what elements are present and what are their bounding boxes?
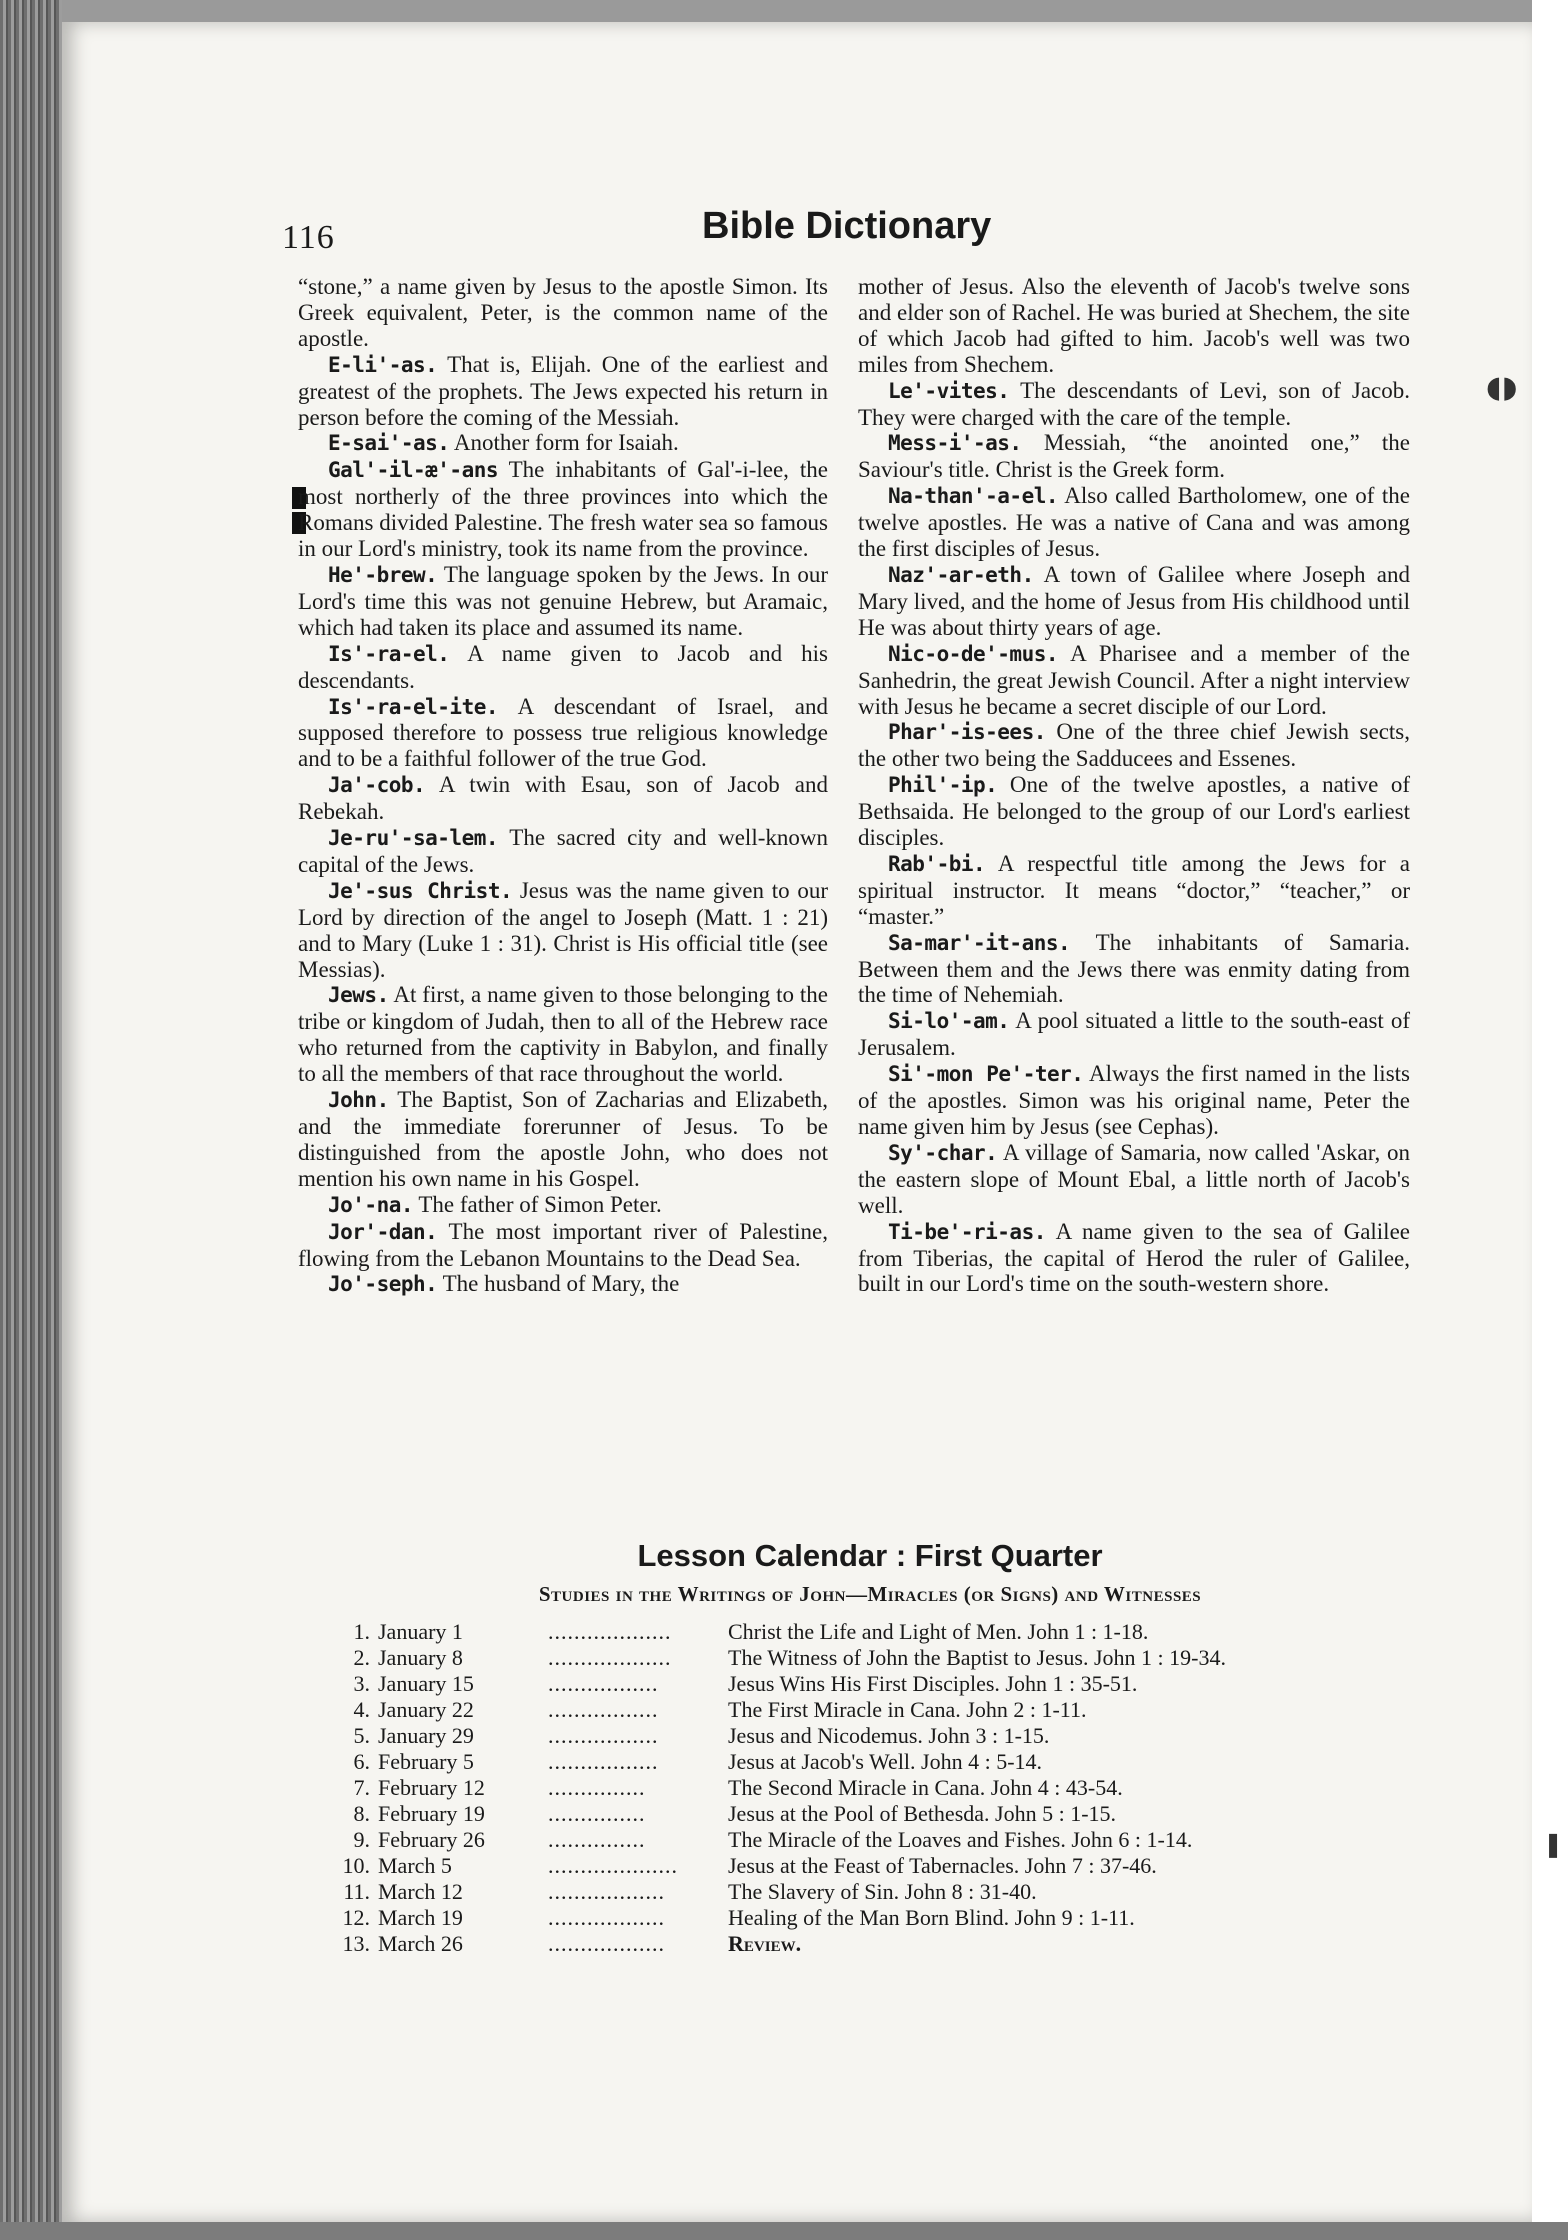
dictionary-entry bbox=[858, 562, 1410, 641]
lesson-date: January 22 bbox=[378, 1697, 474, 1722]
leader-dots: .................... bbox=[548, 1853, 678, 1878]
entry-headword: John. bbox=[328, 1088, 389, 1113]
calendar-row bbox=[330, 1801, 1410, 1827]
calendar-row bbox=[330, 1697, 1410, 1723]
lesson-date: March 12 bbox=[378, 1879, 463, 1904]
leader-dots: ................... bbox=[548, 1645, 672, 1670]
entry-definition: The most important river of Palestine, flowing from the Lebanon Mountains to the Dead Sea. bbox=[298, 1218, 828, 1271]
lesson-title: Jesus and Nicodemus. John 3 : 1-15. bbox=[728, 1723, 1050, 1748]
entry-headword: Jo'-seph. bbox=[328, 1272, 438, 1297]
entry-headword: Na-than'-a-el. bbox=[888, 484, 1059, 509]
calendar-subtitle: Studies in the Writings of John—Miracles (or Signs) and Witnesses bbox=[538, 1582, 1202, 1606]
lesson-date: January 8 bbox=[378, 1645, 463, 1670]
calendar-row bbox=[330, 1619, 1410, 1645]
entry-definition: Messiah, “the anointed one,” the Saviour's title. Christ is the Greek form. bbox=[858, 430, 1410, 483]
dictionary-entry bbox=[858, 851, 1410, 930]
entry-definition: The Baptist, Son of Zacharias and Elizabeth, and the immediate forerunner of Jesus. To be distinguished from the apostle John, who does not mention his own name in his Gospel. bbox=[298, 1087, 828, 1191]
dictionary-entry bbox=[858, 378, 1410, 431]
lesson-title: Healing of the Man Born Blind. John 9 : 1-11. bbox=[728, 1905, 1135, 1930]
lesson-title: Christ the Life and Light of Men. John 1 : 1-18. bbox=[728, 1619, 1149, 1644]
calendar-lessons bbox=[330, 1619, 1410, 1957]
lesson-date: January 15 bbox=[378, 1671, 474, 1696]
entry-definition: At first, a name given to those belonging to the tribe or kingdom of Judah, then to all of the Hebrew race who returned from the captivity in Babylon, and finally to all the members of that race throughout the world. bbox=[298, 982, 828, 1087]
entry-headword: Jo'-na. bbox=[328, 1192, 414, 1217]
dictionary-entry bbox=[298, 1087, 828, 1192]
entry-headword: Sy'-char. bbox=[888, 1140, 998, 1165]
leader-dots: ................... bbox=[548, 1619, 672, 1644]
entry-headword: Nic-o-de'-mus. bbox=[888, 641, 1059, 666]
lesson-number: 1. bbox=[353, 1619, 370, 1644]
lesson-number: 11. bbox=[343, 1879, 370, 1904]
entry-headword: Is'-ra-el. bbox=[328, 641, 450, 666]
dictionary-entry bbox=[298, 457, 828, 562]
leader-dots: ............... bbox=[548, 1775, 646, 1800]
calendar-row bbox=[330, 1749, 1410, 1775]
leader-dots: ................. bbox=[548, 1697, 659, 1722]
leader-dots: ................. bbox=[548, 1749, 659, 1774]
entry-definition: A descendant of Israel, and supposed therefore to possess true religious knowledge and to be a faithful follower of the true God. bbox=[298, 693, 828, 772]
entry-definition: A twin with Esau, son of Jacob and Rebekah. bbox=[298, 772, 828, 825]
lesson-number: 10. bbox=[342, 1853, 370, 1878]
entry-headword: Ja'-cob. bbox=[328, 773, 426, 798]
dictionary-entry bbox=[298, 825, 828, 878]
lesson-title: Review. bbox=[728, 1931, 802, 1956]
entry-headword: Naz'-ar-eth. bbox=[888, 562, 1034, 587]
entry-definition: That is, Elijah. One of the earliest and greatest of the prophets. The Jews expected his return in person before the coming of the Messiah. bbox=[298, 351, 828, 430]
book-spine-edge bbox=[0, 0, 62, 2240]
lesson-number: 9. bbox=[353, 1827, 370, 1852]
scan-edge-bottom bbox=[0, 2222, 1568, 2240]
calendar-row bbox=[330, 1853, 1410, 1879]
lesson-title: Jesus at Jacob's Well. John 4 : 5-14. bbox=[728, 1749, 1043, 1774]
lesson-date: March 5 bbox=[378, 1853, 452, 1878]
lesson-number: 8. bbox=[353, 1801, 370, 1826]
entry-definition: The father of Simon Peter. bbox=[413, 1191, 662, 1217]
entry-headword: E-sai'-as. bbox=[328, 431, 450, 456]
entry-definition: One of the three chief Jewish sects, the other two being the Sadducees and Essenes. bbox=[858, 719, 1410, 772]
lesson-date: February 26 bbox=[378, 1827, 485, 1852]
entry-headword: E-li'-as. bbox=[328, 352, 438, 377]
lesson-title: Jesus at the Feast of Tabernacles. John 7 : 37-46. bbox=[728, 1853, 1157, 1878]
entry-headword: Mess-i'-as. bbox=[888, 431, 1022, 456]
dictionary-column-right bbox=[858, 274, 1410, 1297]
lesson-date: March 26 bbox=[378, 1931, 463, 1956]
leader-dots: .................. bbox=[548, 1931, 665, 1956]
entry-headword: Jews. bbox=[328, 983, 389, 1008]
dictionary-entry bbox=[858, 1008, 1410, 1061]
lesson-number: 2. bbox=[353, 1645, 370, 1670]
entry-definition: The inhabitants of Gal'-i-lee, the most northerly of the three provinces into which the Romans divided Palestine. The fresh water sea so famous in our Lord's ministry, took its name from the province. bbox=[298, 457, 828, 562]
entry-definition: A name given to the sea of Galilee from Tiberias, the capital of Herod the ruler of Galilee, built in our Lord's time on the south-western shore. bbox=[858, 1218, 1410, 1297]
dictionary-entry bbox=[858, 930, 1410, 1009]
entry-definition: Also called Bartholomew, one of the twelve apostles. He was a native of Cana and was among the first disciples of Jesus. bbox=[858, 483, 1410, 562]
leader-dots: ................. bbox=[548, 1671, 659, 1696]
lesson-calendar bbox=[330, 1538, 1410, 1957]
entry-definition: A Pharisee and a member of the Sanhedrin, the great Jewish Council. After a night interview with Jesus he became a secret disciple of our Lord. bbox=[858, 640, 1410, 719]
entry-headword: Gal'-il-æ'-ans bbox=[328, 458, 499, 483]
entry-headword: Phil'-ip. bbox=[888, 773, 998, 798]
leader-dots: ................. bbox=[548, 1723, 659, 1748]
entry-headword: Rab'-bi. bbox=[888, 851, 986, 876]
lesson-date: February 12 bbox=[378, 1775, 485, 1800]
calendar-row bbox=[330, 1931, 1410, 1957]
dictionary-entry bbox=[298, 694, 828, 773]
dictionary-entry bbox=[298, 352, 828, 431]
entry-definition: A name given to Jacob and his descendants. bbox=[298, 640, 828, 693]
entry-headword: Si'-mon Pe'-ter. bbox=[888, 1062, 1084, 1087]
entry-headword: Ti-be'-ri-as. bbox=[888, 1219, 1046, 1244]
dictionary-entry bbox=[858, 483, 1410, 562]
entry-definition: One of the twelve apostles, a native of Bethsaida. He belonged to the group of our Lord's earliest disciples. bbox=[858, 772, 1410, 851]
lesson-number: 4. bbox=[353, 1697, 370, 1722]
dictionary-entry bbox=[298, 1271, 828, 1298]
dictionary-entry bbox=[298, 772, 828, 825]
lesson-title: The Witness of John the Baptist to Jesus. John 1 : 19-34. bbox=[728, 1645, 1226, 1670]
leader-dots: ............... bbox=[548, 1801, 646, 1826]
dictionary-entry bbox=[298, 562, 828, 641]
dictionary-entry bbox=[298, 274, 828, 352]
dictionary-entry bbox=[298, 1192, 828, 1219]
entry-headword: Si-lo'-am. bbox=[888, 1009, 1010, 1034]
entry-headword: He'-brew. bbox=[328, 562, 438, 587]
entry-headword: Le'-vites. bbox=[888, 378, 1010, 403]
entry-headword: Je-ru'-sa-lem. bbox=[328, 826, 499, 851]
calendar-row bbox=[330, 1775, 1410, 1801]
dictionary-column-left bbox=[298, 274, 828, 1298]
margin-smudge-icon: ◖◗ bbox=[1486, 370, 1518, 405]
lesson-number: 13. bbox=[342, 1931, 370, 1956]
entry-definition: mother of Jesus. Also the eleventh of Jacob's twelve sons and elder son of Rachel. He was buried at Shechem, the site of which Jacob had gifted to him. Jacob's well was two miles from Shechem. bbox=[858, 274, 1410, 377]
dictionary-entry bbox=[298, 878, 828, 983]
entry-definition: The language spoken by the Jews. In our Lord's time this was not genuine Hebrew, but Aramaic, which had taken its place and assumed its name. bbox=[298, 561, 828, 640]
scan-edge-right bbox=[1532, 0, 1568, 2240]
page-number: 116 bbox=[282, 219, 335, 256]
calendar-row bbox=[330, 1671, 1410, 1697]
dictionary-entry bbox=[858, 719, 1410, 772]
entry-definition: The descendants of Levi, son of Jacob. They were charged with the care of the temple. bbox=[858, 377, 1410, 430]
dictionary-entry bbox=[858, 641, 1410, 720]
lesson-date: January 1 bbox=[378, 1619, 463, 1644]
entry-definition: The husband of Mary, the bbox=[437, 1271, 680, 1297]
running-title: Bible Dictionary bbox=[702, 205, 992, 247]
scan-edge-top bbox=[0, 0, 1568, 22]
dictionary-entry bbox=[298, 982, 828, 1087]
entry-definition: The sacred city and well-known capital of the Jews. bbox=[298, 825, 828, 877]
lesson-date: January 29 bbox=[378, 1723, 474, 1748]
lesson-title: The Slavery of Sin. John 8 : 31-40. bbox=[728, 1879, 1037, 1904]
lesson-title: Jesus Wins His First Disciples. John 1 : 35-51. bbox=[728, 1671, 1138, 1696]
entry-definition: A respectful title among the Jews for a spiritual instructor. It means “doctor,” “teacher,” or “master.” bbox=[858, 850, 1410, 929]
entry-definition: Always the first named in the lists of the apostles. Simon was his original name, Peter the name given him by Jesus (see Cephas). bbox=[858, 1061, 1410, 1139]
entry-headword: Jor'-dan. bbox=[328, 1219, 438, 1244]
calendar-row bbox=[330, 1905, 1410, 1931]
entry-definition: A town of Galilee where Joseph and Mary lived, and the home of Jesus from His childhood until He was about thirty years of age. bbox=[858, 561, 1410, 640]
lesson-number: 3. bbox=[353, 1671, 370, 1696]
leader-dots: .................. bbox=[548, 1905, 665, 1930]
lesson-number: 12. bbox=[342, 1905, 370, 1930]
lesson-number: 6. bbox=[353, 1749, 370, 1774]
lesson-title: Jesus at the Pool of Bethesda. John 5 : 1-15. bbox=[728, 1801, 1117, 1826]
entry-headword: Sa-mar'-it-ans. bbox=[888, 930, 1071, 955]
entry-definition: The inhabitants of Samaria. Between them and the Jews there was enmity dating from the time of Nehemiah. bbox=[858, 929, 1410, 1008]
lesson-title: The First Miracle in Cana. John 2 : 1-11. bbox=[728, 1697, 1087, 1722]
dictionary-entry bbox=[858, 1219, 1410, 1298]
lesson-number: 7. bbox=[353, 1775, 370, 1800]
margin-smudge-icon: ❚ bbox=[1543, 1830, 1564, 1858]
dictionary-entry bbox=[858, 274, 1410, 378]
calendar-row bbox=[330, 1645, 1410, 1671]
lesson-number: 5. bbox=[353, 1723, 370, 1748]
dictionary-entry bbox=[858, 1140, 1410, 1219]
dictionary-entry bbox=[858, 430, 1410, 483]
entry-definition: A village of Samaria, now called 'Askar, on the eastern slope of Mount Ebal, a little north of Jacob's well. bbox=[858, 1139, 1410, 1218]
dictionary-entry bbox=[298, 1219, 828, 1272]
entry-definition: “stone,” a name given by Jesus to the apostle Simon. Its Greek equivalent, Peter, is the common name of the apostle. bbox=[298, 274, 828, 351]
entry-definition: A pool situated a little to the south-east of Jerusalem. bbox=[858, 1008, 1410, 1061]
entry-headword: Je'-sus Christ. bbox=[328, 878, 513, 903]
lesson-title: The Miracle of the Loaves and Fishes. John 6 : 1-14. bbox=[728, 1827, 1193, 1852]
lesson-date: February 19 bbox=[378, 1801, 485, 1826]
dictionary-entry bbox=[858, 1061, 1410, 1140]
dictionary-entry bbox=[298, 430, 828, 457]
leader-dots: ............... bbox=[548, 1827, 646, 1852]
dictionary-entry bbox=[858, 772, 1410, 851]
entry-headword: Phar'-is-ees. bbox=[888, 720, 1046, 745]
lesson-date: February 5 bbox=[378, 1749, 474, 1774]
calendar-row bbox=[330, 1723, 1410, 1749]
calendar-row bbox=[330, 1827, 1410, 1853]
entry-definition: Another form for Isaiah. bbox=[449, 430, 679, 456]
calendar-row bbox=[330, 1879, 1410, 1905]
leader-dots: .................. bbox=[548, 1879, 665, 1904]
lesson-date: March 19 bbox=[378, 1905, 463, 1930]
entry-headword: Is'-ra-el-ite. bbox=[328, 694, 499, 719]
dictionary-entry bbox=[298, 641, 828, 694]
calendar-title: Lesson Calendar : First Quarter bbox=[637, 1538, 1103, 1573]
lesson-title: The Second Miracle in Cana. John 4 : 43-54. bbox=[728, 1775, 1123, 1800]
entry-definition: Jesus was the name given to our Lord by direction of the angel to Joseph (Matt. 1 : 21) and to Mary (Luke 1 : 31). Christ is His official title (see Messias). bbox=[298, 877, 828, 982]
page-header bbox=[282, 205, 1282, 265]
